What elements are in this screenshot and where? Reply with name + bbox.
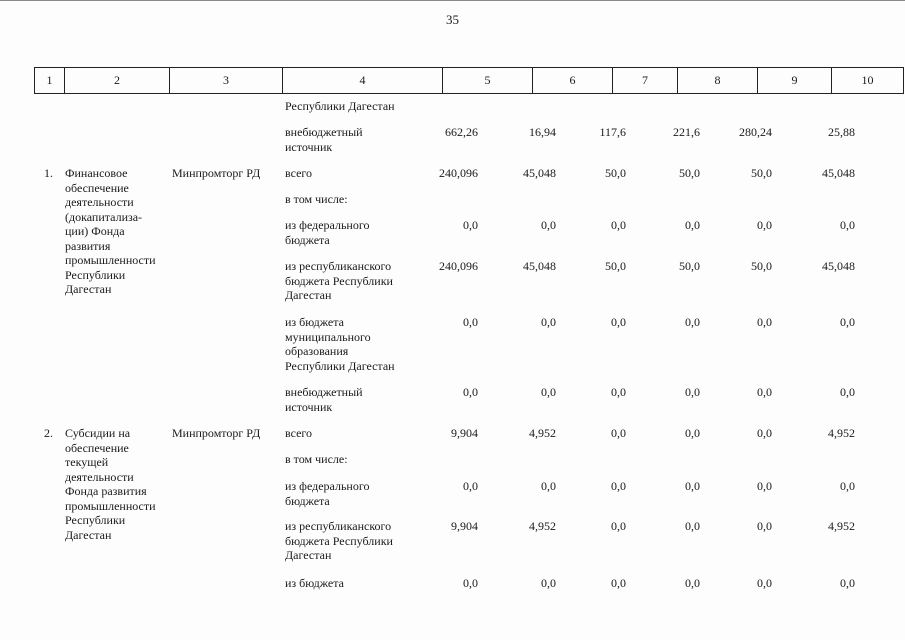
value-cell: 9,904 — [451, 519, 478, 533]
column-header-table — [34, 67, 904, 94]
value-cell: 0,0 — [840, 576, 855, 590]
value-cell: 0,0 — [840, 218, 855, 232]
item-executor: Минпромторг РД — [172, 166, 261, 180]
value-cell: 0,0 — [685, 519, 700, 533]
column-header-row — [35, 68, 904, 94]
value-cell: 4,952 — [529, 519, 556, 533]
value-cell: 0,0 — [541, 576, 556, 590]
value-cell: 0,0 — [463, 218, 478, 232]
value-cell: 0,0 — [685, 426, 700, 440]
value-cell: 0,0 — [757, 218, 772, 232]
column-header: 10 — [832, 68, 904, 94]
value-cell: 0,0 — [541, 218, 556, 232]
row-label: из федерального бюджета — [285, 479, 370, 508]
item-number: 1. — [44, 166, 53, 180]
value-cell: 0,0 — [463, 385, 478, 399]
row-label: в том числе: — [285, 192, 348, 206]
value-cell: 0,0 — [611, 218, 626, 232]
value-cell: 240,096 — [439, 259, 478, 273]
value-cell: 0,0 — [757, 576, 772, 590]
column-header: 8 — [678, 68, 758, 94]
value-cell: 0,0 — [541, 385, 556, 399]
value-cell: 0,0 — [757, 479, 772, 493]
top-rule — [0, 0, 905, 1]
value-cell: 0,0 — [685, 315, 700, 329]
value-cell: 0,0 — [757, 385, 772, 399]
item-name: Финансовое обеспечение деятельности (докапитализа-ции) Фонда развития промышленности Республики Дагестан — [65, 166, 156, 296]
row-label: из федерального бюджета — [285, 218, 370, 247]
value-cell: 50,0 — [679, 166, 700, 180]
value-cell: 50,0 — [605, 259, 626, 273]
value-cell: 0,0 — [685, 385, 700, 399]
item-name: Субсидии на обеспечение текущей деятельности Фонда развития промышленности Республики Дагестан — [65, 426, 156, 542]
column-header: 4 — [283, 68, 443, 94]
value-cell: 45,048 — [822, 166, 855, 180]
value-cell: 240,096 — [439, 166, 478, 180]
value-cell: 4,952 — [828, 519, 855, 533]
page-number: 35 — [446, 12, 459, 27]
value-cell: 0,0 — [463, 479, 478, 493]
value-cell: 0,0 — [611, 385, 626, 399]
item-number: 2. — [44, 426, 53, 440]
value-cell: 0,0 — [757, 315, 772, 329]
row-label: внебюджетный источник — [285, 385, 363, 414]
value-cell: 0,0 — [685, 479, 700, 493]
value-cell: 0,0 — [685, 218, 700, 232]
item-executor: Минпромторг РД — [172, 426, 261, 440]
column-header: 9 — [758, 68, 832, 94]
value-cell: 50,0 — [751, 259, 772, 273]
fragment-label: Республики Дагестан — [285, 99, 395, 113]
value-cell: 0,0 — [463, 315, 478, 329]
column-header: 5 — [443, 68, 533, 94]
value-cell: 0,0 — [757, 426, 772, 440]
value-cell: 4,952 — [529, 426, 556, 440]
value-cell: 221,6 — [673, 125, 700, 139]
value-cell: 0,0 — [611, 519, 626, 533]
value-cell: 117,6 — [599, 125, 626, 139]
value-cell: 0,0 — [685, 576, 700, 590]
value-cell: 0,0 — [611, 315, 626, 329]
value-cell: 0,0 — [840, 479, 855, 493]
fragment-extra-label: внебюджетный источник — [285, 125, 363, 154]
row-label: из республиканского бюджета Республики Дагестан — [285, 259, 393, 302]
value-cell: 16,94 — [529, 125, 556, 139]
value-cell: 0,0 — [840, 385, 855, 399]
value-cell: 0,0 — [840, 315, 855, 329]
value-cell: 45,048 — [822, 259, 855, 273]
value-cell: 280,24 — [739, 125, 772, 139]
row-label: всего — [285, 426, 313, 440]
value-cell: 50,0 — [605, 166, 626, 180]
value-cell: 0,0 — [611, 479, 626, 493]
value-cell: 0,0 — [541, 315, 556, 329]
row-label: в том числе: — [285, 452, 348, 466]
column-header: 7 — [613, 68, 678, 94]
value-cell: 0,0 — [757, 519, 772, 533]
column-header: 1 — [35, 68, 65, 94]
value-cell: 0,0 — [611, 426, 626, 440]
value-cell: 9,904 — [451, 426, 478, 440]
column-header: 6 — [533, 68, 613, 94]
value-cell: 0,0 — [541, 479, 556, 493]
value-cell: 0,0 — [611, 576, 626, 590]
value-cell: 45,048 — [523, 166, 556, 180]
value-cell: 0,0 — [463, 576, 478, 590]
value-cell: 662,26 — [445, 125, 478, 139]
value-cell: 4,952 — [828, 426, 855, 440]
value-cell: 45,048 — [523, 259, 556, 273]
row-label: из республиканского бюджета Республики Дагестан — [285, 519, 393, 562]
column-header: 3 — [170, 68, 283, 94]
column-header: 2 — [65, 68, 170, 94]
value-cell: 50,0 — [679, 259, 700, 273]
value-cell: 50,0 — [751, 166, 772, 180]
value-cell: 25,88 — [828, 125, 855, 139]
row-label: из бюджета — [285, 576, 344, 590]
row-label: всего — [285, 166, 313, 180]
row-label: из бюджета муниципального образования Республики Дагестан — [285, 315, 395, 373]
